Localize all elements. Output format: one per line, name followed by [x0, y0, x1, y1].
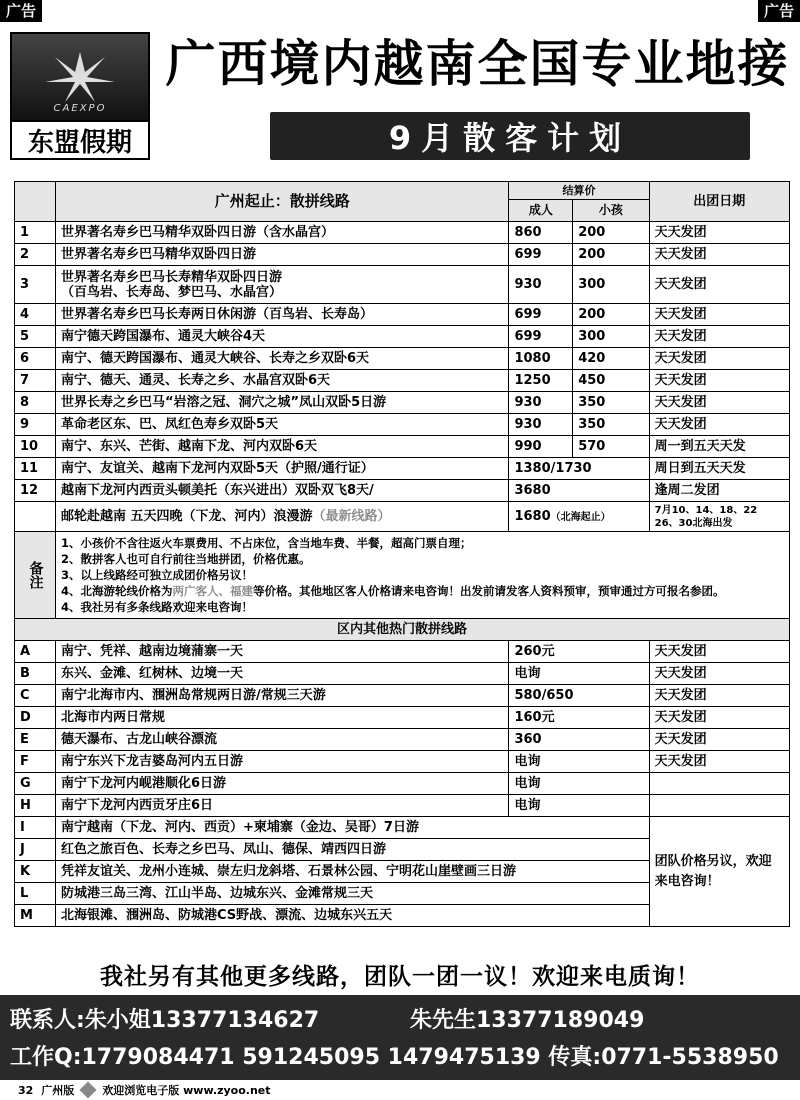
row-date: 周日到五天天发 — [649, 458, 789, 480]
row-route: 革命老区东、巴、凤红色寿乡双卧5天 — [56, 414, 509, 436]
contact-qq-fax: 工作Q:1779084471 591245095 1479475139 传真:0771-5538950 — [10, 1045, 779, 1070]
row-no: 11 — [15, 458, 56, 480]
cruise-price: 1680 — [514, 509, 551, 524]
cruise-price-note: （北海起止） — [550, 512, 611, 523]
row-no: E — [15, 729, 56, 751]
row-date — [649, 795, 789, 817]
row-no: 5 — [15, 326, 56, 348]
row-route: 防城港三岛三湾、江山半岛、边城东兴、金滩常规三天 — [56, 883, 650, 905]
row-route — [56, 266, 509, 304]
cruise-new-tag: （最新线路） — [312, 509, 391, 524]
row-price: 电询 — [509, 773, 649, 795]
row-child-price: 570 — [573, 436, 649, 458]
row-no: H — [15, 795, 56, 817]
logo-mark — [12, 34, 148, 120]
site-link[interactable]: 欢迎浏览电子版 www.zyoo.net — [102, 1084, 271, 1097]
row-date: 天天发团 — [649, 326, 789, 348]
row-adult-price: 1080 — [509, 348, 573, 370]
row-no: F — [15, 751, 56, 773]
note-line: 4、我社另有多条线路欢迎来电咨询！ — [61, 600, 253, 614]
page-footer — [0, 1082, 800, 1098]
row-route: 东兴、金滩、红树林、边境一天 — [56, 663, 509, 685]
row-child-price: 420 — [573, 348, 649, 370]
note-text: 4、北海游轮线价格为 — [61, 584, 173, 598]
row-route: 南宁德天跨国瀑布、通灵大峡谷4天 — [56, 326, 509, 348]
row-route: 世界长寿之乡巴马“岩溶之冠、洞穴之城”凤山双卧5日游 — [56, 392, 509, 414]
row-date: 天天发团 — [649, 222, 789, 244]
row-no: G — [15, 773, 56, 795]
row-child-price: 200 — [573, 244, 649, 266]
footer-slogan: 我社另有其他更多线路，团队一团一议！欢迎来电质询！ — [100, 964, 700, 990]
row-date: 天天发团 — [649, 370, 789, 392]
row-no: A — [15, 641, 56, 663]
row-route: 德天瀑布、古龙山峡谷漂流 — [56, 729, 509, 751]
row-price: 1380/1730 — [509, 458, 649, 480]
table-row — [15, 685, 790, 707]
row-adult-price: 699 — [509, 244, 573, 266]
row-date: 天天发团 — [649, 304, 789, 326]
table-row — [15, 326, 790, 348]
table-row — [15, 729, 790, 751]
note-line: 2、散拼客人也可自行前往当地拼团，价格优惠。 — [61, 552, 311, 566]
row-no: K — [15, 861, 56, 883]
row-route: 南宁、德天、通灵、长寿之乡、水晶宫双卧6天 — [56, 370, 509, 392]
table-row — [15, 817, 790, 839]
row-adult-price: 1250 — [509, 370, 573, 392]
subheadline: 9月散客计划 — [270, 112, 750, 160]
row-no: 8 — [15, 392, 56, 414]
row-route: 越南下龙河内西贡头顿美托（东兴进出）双卧双飞8天/ — [56, 480, 509, 502]
row-adult-price: 860 — [509, 222, 573, 244]
row-no — [15, 502, 56, 532]
notes-label: 备注 — [15, 532, 56, 619]
table-row-cruise — [15, 502, 790, 532]
row-no: C — [15, 685, 56, 707]
row-route: 世界著名寿乡巴马精华双卧四日游（含水晶宫） — [56, 222, 509, 244]
row-no: 4 — [15, 304, 56, 326]
row-child-price: 450 — [573, 370, 649, 392]
contact-bar — [0, 995, 800, 1080]
table-row — [15, 663, 790, 685]
row-adult-price: 990 — [509, 436, 573, 458]
row-no: 10 — [15, 436, 56, 458]
row-price: 360 — [509, 729, 649, 751]
table-row — [15, 641, 790, 663]
cruise-route: 邮轮赴越南 五天四晚（下龙、河内）浪漫游 — [61, 509, 313, 524]
row-route-line2: （百鸟岩、长寿岛、梦巴马、水晶宫） — [61, 284, 283, 300]
row-date: 7月10、14、18、22 26、30北海出发 — [649, 502, 789, 532]
caexpo-emblem-icon — [35, 42, 125, 112]
row-route: 红色之旅百色、长寿之乡巴马、凤山、德保、靖西四日游 — [56, 839, 650, 861]
row-child-price: 300 — [573, 266, 649, 304]
row-price: 3680 — [509, 480, 649, 502]
header-child: 小孩 — [573, 200, 649, 222]
note-highlight: 两广客人、福建 — [172, 584, 254, 598]
row-adult-price: 930 — [509, 414, 573, 436]
row-date: 天天发团 — [649, 641, 789, 663]
row-adult-price: 930 — [509, 392, 573, 414]
table-row — [15, 370, 790, 392]
row-price: 电询 — [509, 795, 649, 817]
note-line: 1、小孩价不含往返火车票费用、不占床位，含当地车费、半餐，超高门票自理； — [61, 536, 472, 550]
note-line — [61, 583, 784, 599]
row-no: 2 — [15, 244, 56, 266]
row-child-price: 350 — [573, 392, 649, 414]
row-no: 1 — [15, 222, 56, 244]
table-row — [15, 266, 790, 304]
note-text: 等价格。其他地区客人价格请来电咨询！出发前请发客人资料预审，预审通过方可报名参团。 — [253, 584, 725, 598]
table-row — [15, 414, 790, 436]
row-no: 7 — [15, 370, 56, 392]
row-adult-price: 699 — [509, 326, 573, 348]
row-date: 天天发团 — [649, 663, 789, 685]
row-price: 电询 — [509, 663, 649, 685]
row-date: 天天发团 — [649, 392, 789, 414]
page-number: 32 — [18, 1083, 34, 1097]
row-route: 北海市内两日常规 — [56, 707, 509, 729]
row-no: 3 — [15, 266, 56, 304]
row-route: 世界著名寿乡巴马精华双卧四日游 — [56, 244, 509, 266]
table-row — [15, 436, 790, 458]
group-note: 团队价格另议，欢迎来电咨询！ — [649, 817, 789, 927]
row-route: 北海银滩、涠洲岛、防城港CS野战、漂流、边城东兴五天 — [56, 905, 650, 927]
row-route: 南宁越南（下龙、河内、西贡）+柬埔寨（金边、吴哥）7日游 — [56, 817, 650, 839]
row-route: 南宁、东兴、芒街、越南下龙、河内双卧6天 — [56, 436, 509, 458]
headline: 广西境内越南全国专业地接 — [165, 35, 790, 93]
row-date: 天天发团 — [649, 414, 789, 436]
row-date: 天天发团 — [649, 707, 789, 729]
row-date: 天天发团 — [649, 685, 789, 707]
header-price-group: 结算价 — [509, 182, 649, 200]
row-adult-price: 930 — [509, 266, 573, 304]
header-adult: 成人 — [509, 200, 573, 222]
row-adult-price: 699 — [509, 304, 573, 326]
table-row — [15, 304, 790, 326]
table-row — [15, 244, 790, 266]
logo-caexpo-text: CAEXPO — [53, 103, 107, 114]
row-price: 电询 — [509, 751, 649, 773]
row-date: 天天发团 — [649, 751, 789, 773]
table-row — [15, 392, 790, 414]
row-no: L — [15, 883, 56, 905]
row-date: 天天发团 — [649, 348, 789, 370]
row-no: I — [15, 817, 56, 839]
row-route: 凭祥友谊关、龙州小连城、崇左归龙斜塔、石景林公园、宁明花山崖壁画三日游 — [56, 861, 650, 883]
row-route: 南宁下龙河内岘港顺化6日游 — [56, 773, 509, 795]
row-route: 南宁、德天跨国瀑布、通灵大峡谷、长寿之乡双卧6天 — [56, 348, 509, 370]
row-date: 逢周二发团 — [649, 480, 789, 502]
table-row — [15, 348, 790, 370]
row-no: J — [15, 839, 56, 861]
row-date: 天天发团 — [649, 729, 789, 751]
row-price: 260元 — [509, 641, 649, 663]
row-date: 天天发团 — [649, 266, 789, 304]
row-price — [509, 502, 649, 532]
contact-person-1: 联系人:朱小姐13377134627 — [10, 1008, 320, 1033]
row-price: 160元 — [509, 707, 649, 729]
row-child-price: 350 — [573, 414, 649, 436]
ad-tag-right: 广告 — [758, 0, 800, 22]
row-route-line1: 世界著名寿乡巴马长寿精华双卧四日游 — [61, 269, 283, 285]
row-child-price: 200 — [573, 222, 649, 244]
table-row — [15, 795, 790, 817]
notes — [56, 532, 790, 619]
brand-logo — [10, 32, 150, 160]
ad-tag-left: 广告 — [0, 0, 42, 22]
table-row — [15, 222, 790, 244]
row-price: 580/650 — [509, 685, 649, 707]
row-route — [56, 502, 509, 532]
brand-name: 东盟假期 — [12, 120, 148, 158]
table-row — [15, 751, 790, 773]
row-route: 南宁、凭祥、越南边境蒲寨一天 — [56, 641, 509, 663]
contact-person-2: 朱先生13377189049 — [410, 1008, 645, 1033]
notes-row — [15, 532, 790, 619]
row-date: 天天发团 — [649, 244, 789, 266]
row-child-price: 300 — [573, 326, 649, 348]
row-route: 世界著名寿乡巴马长寿两日休闲游（百鸟岩、长寿岛） — [56, 304, 509, 326]
row-no: B — [15, 663, 56, 685]
route-table — [14, 181, 790, 927]
header-date: 出团日期 — [649, 182, 789, 222]
row-no: M — [15, 905, 56, 927]
row-date: 周一到五天天发 — [649, 436, 789, 458]
table-row — [15, 773, 790, 795]
row-no: 9 — [15, 414, 56, 436]
row-child-price: 200 — [573, 304, 649, 326]
note-line: 3、以上线路经可独立成团价格另议！ — [61, 568, 253, 582]
header-no-cell — [15, 182, 56, 222]
header-route: 广州起止：散拼线路 — [56, 182, 509, 222]
table-row — [15, 707, 790, 729]
row-no: 12 — [15, 480, 56, 502]
table-row — [15, 480, 790, 502]
row-route: 南宁北海市内、涠洲岛常规两日游/常规三天游 — [56, 685, 509, 707]
diamond-icon — [80, 1082, 97, 1099]
section2-title: 区内其他热门散拼线路 — [15, 619, 790, 641]
table-row — [15, 458, 790, 480]
row-route: 南宁东兴下龙吉婆岛河内五日游 — [56, 751, 509, 773]
row-route: 南宁下龙河内西贡牙庄6日 — [56, 795, 509, 817]
row-date — [649, 773, 789, 795]
edition: 广州版 — [41, 1084, 75, 1097]
row-no: D — [15, 707, 56, 729]
row-route: 南宁、友谊关、越南下龙河内双卧5天（护照/通行证） — [56, 458, 509, 480]
row-no: 6 — [15, 348, 56, 370]
